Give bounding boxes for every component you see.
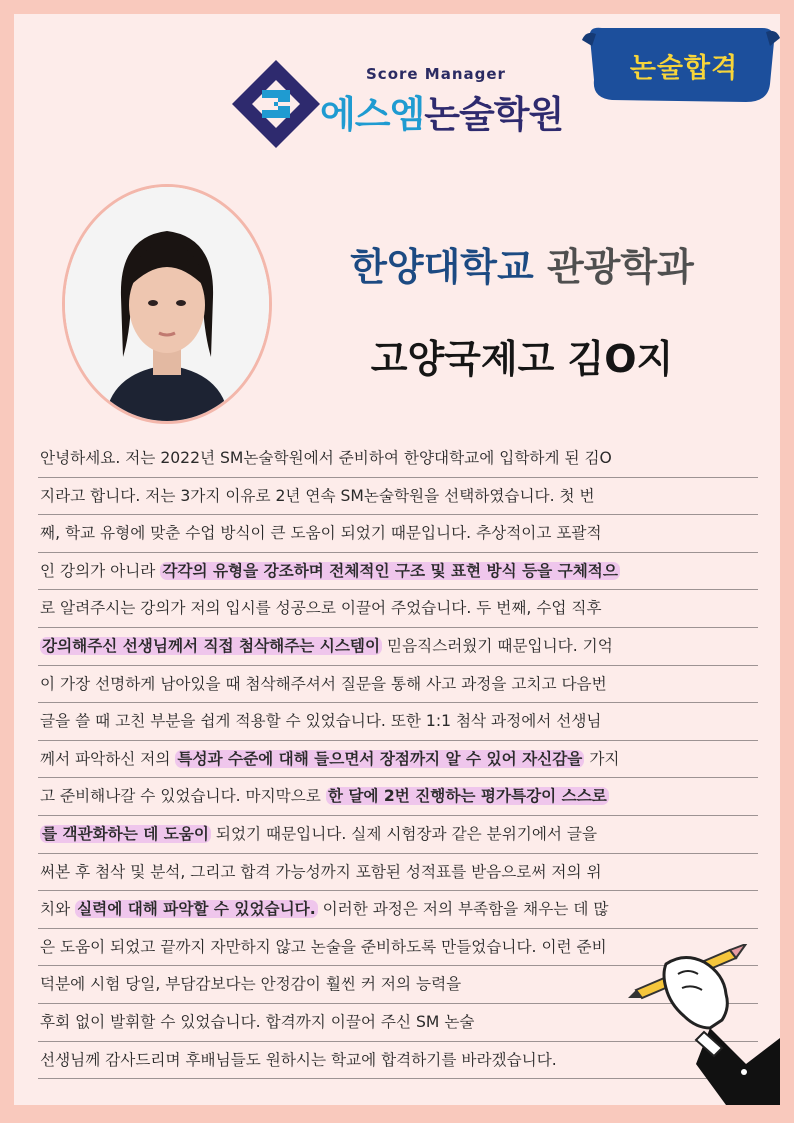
title-school-name: 고양국제고 김O지 — [370, 337, 674, 381]
text-line: 를 객관화하는 데 도움이 되었기 때문입니다. 실제 시험장과 같은 분위기에서 글을 — [38, 816, 758, 854]
hand-pencil-icon — [626, 944, 780, 1105]
title-department: 관광학과 — [546, 245, 694, 289]
logo-icon — [228, 56, 324, 152]
testimonial-page — [14, 14, 780, 1105]
text-line: 지라고 합니다. 저는 3가지 이유로 2년 연속 SM논술학원을 선택하였습니다. 첫 번 — [38, 478, 758, 516]
text-line: 후회 없이 발휘할 수 있었습니다. 합격까지 이끌어 주신 SM 논술 — [38, 1004, 758, 1042]
portrait-illustration — [65, 187, 269, 421]
text-line: 은 도움이 되었고 끝까지 자만하지 않고 논술을 준비하도록 만들었습니다. 이런 준비 — [38, 929, 758, 967]
student-photo — [62, 184, 272, 424]
logo-tagline: Score Manager — [366, 65, 506, 83]
text-line: 인 강의가 아니라 각각의 유형을 강조하며 전체적인 구조 및 표현 방식 등을 구체적으 — [38, 553, 758, 591]
text-line: 안녕하세요. 저는 2022년 SM논술학원에서 준비하여 한양대학교에 입학하게 된 김O — [38, 440, 758, 478]
logo-name — [320, 84, 563, 138]
text-line: 로 알려주시는 강의가 저의 입시를 성공으로 이끌어 주었습니다. 두 번째, 수업 직후 — [38, 590, 758, 628]
logo-name-part1: 에스엠 — [320, 93, 425, 136]
title-university: 한양대학교 — [350, 245, 534, 289]
text-line: 째, 학교 유형에 맞춘 수업 방식이 큰 도움이 되었기 때문입니다. 추상적이고 포괄적 — [38, 515, 758, 553]
text-line: 이 가장 선명하게 남아있을 때 첨삭해주셔서 질문을 통해 사고 과정을 고치고 다음번 — [38, 666, 758, 704]
text-line: 치와 실력에 대해 파악할 수 있었습니다. 이러한 과정은 저의 부족함을 채우는 데 많 — [38, 891, 758, 929]
text-line: 덕분에 시험 당일, 부담감보다는 안정감이 훨씬 커 저의 능력을 — [38, 966, 758, 1004]
text-line: 께서 파악하신 저의 특성과 수준에 대해 들으면서 장점까지 알 수 있어 자신감을 가지 — [38, 741, 758, 779]
title-university-department — [272, 236, 772, 291]
text-line: 글을 쓸 때 고친 부분을 쉽게 적용할 수 있었습니다. 또한 1:1 첨삭 과정에서 선생님 — [38, 703, 758, 741]
text-line: 써본 후 첨삭 및 분석, 그리고 합격 가능성까지 포함된 성적표를 받음으로써 저의 위 — [38, 854, 758, 892]
text-line: 강의해주신 선생님께서 직접 첨삭해주는 시스템이 믿음직스러웠기 때문입니다. 기억 — [38, 628, 758, 666]
badge-label: 논술합격 — [629, 53, 739, 84]
text-line: 고 준비해나갈 수 있었습니다. 마지막으로 한 달에 2번 진행하는 평가특강이 스스로 — [38, 778, 758, 816]
text-line: 선생님께 감사드리며 후배님들도 원하시는 학교에 합격하기를 바라겠습니다. — [38, 1042, 758, 1080]
logo-name-part2: 논술학원 — [424, 93, 564, 136]
